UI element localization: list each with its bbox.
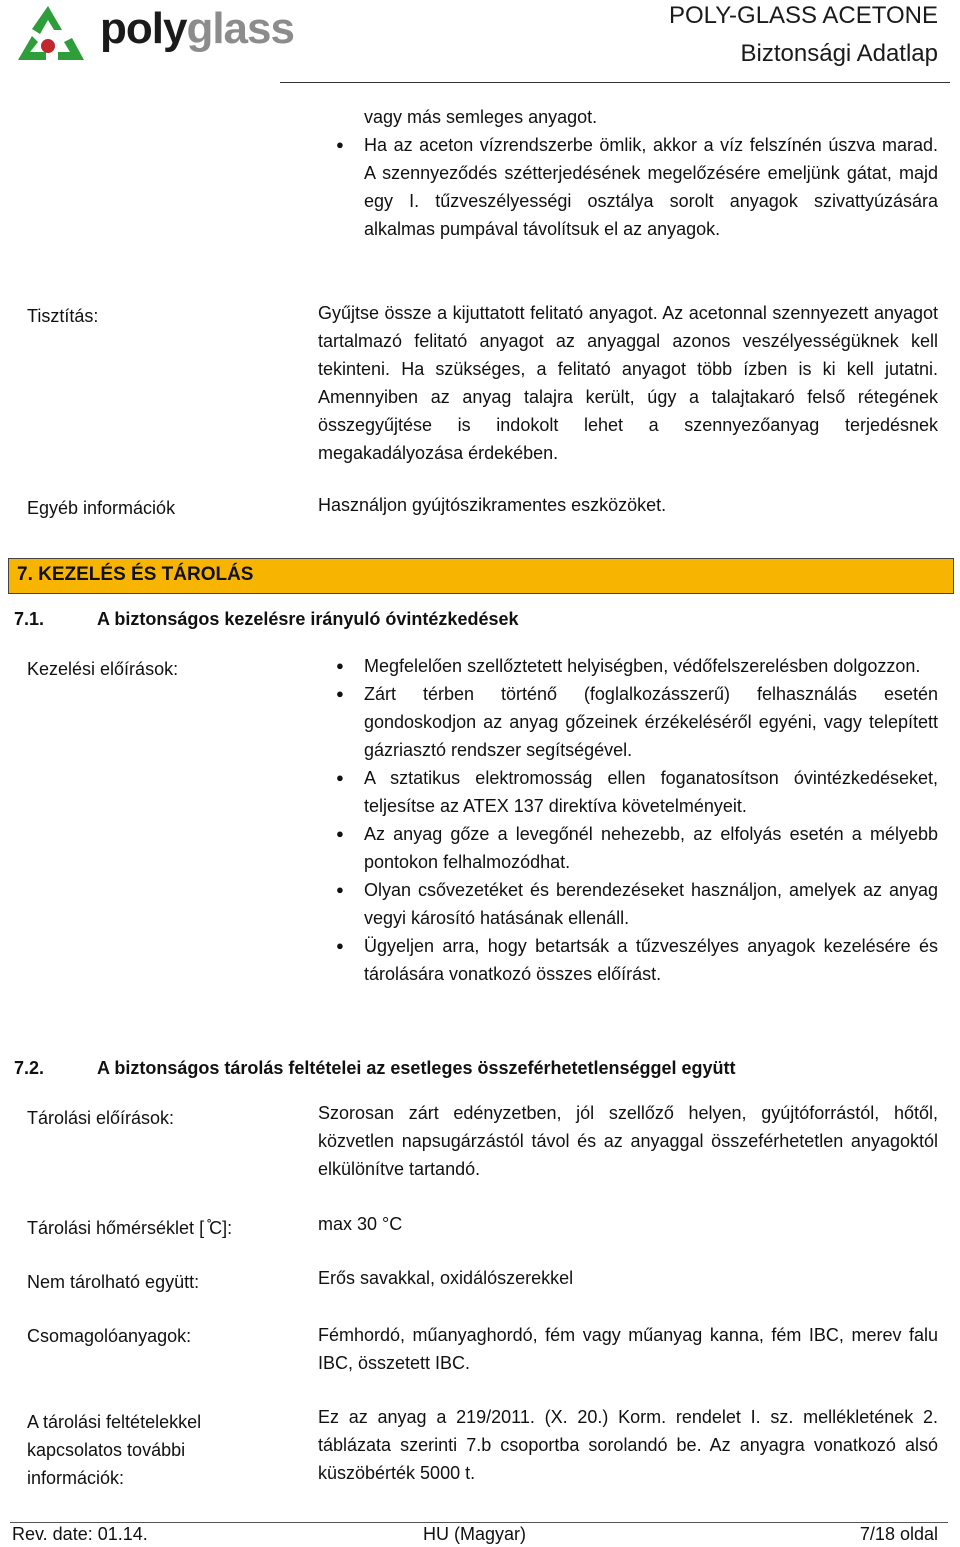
storage-temp-label: Tárolási hőmérséklet [ ̊C]: <box>27 1218 233 1238</box>
extra-info-label-line-3: információk: <box>27 1468 125 1488</box>
list-item: ● Ha az aceton vízrendszerbe ömlik, akkor a víz felszínén úszva marad. A szennyeződés szétterjedésének megelőzésére emeljünk gátat, majd egy I. tűzveszélyességi osztálya sorolt anyagok szivattyúzására alkalmas pumpával távolítsuk el az anyagok. <box>318 131 938 243</box>
revision-date: Rev. date: 01.14. <box>12 1524 148 1544</box>
logo-word-glass: glass <box>186 4 294 53</box>
logo-word-poly: poly <box>100 4 187 53</box>
footer-divider <box>10 1522 948 1523</box>
handling-label: Kezelési előírások: <box>27 659 179 679</box>
company-logo <box>8 0 308 70</box>
list-item: ● Megfelelően szellőztetett helyiségben, védőfelszerelésben dolgozzon. <box>318 652 938 680</box>
packaging-label: Csomagolóanyagok: <box>27 1326 192 1346</box>
list-item: ● A sztatikus elektromosság ellen foganatosítson óvintézkedéseket, teljesítse az ATEX 137 direktíva követelményeit. <box>318 764 938 820</box>
list-item: ● Zárt térben történő (foglalkozásszerű) felhasználás esetén gondoskodjon az anyag gőzeinek érzékeléséről egyéni, vagy telepített gázriasztó rendszer segítségével. <box>318 680 938 764</box>
header-divider <box>280 82 950 83</box>
subsection-7-1-title: A biztonságos kezelésre irányuló óvintézkedések <box>97 609 519 629</box>
continued-text: vagy más semleges anyagot. <box>364 107 598 127</box>
incompatible-value: Erős savakkal, oxidálószerekkel <box>318 1268 574 1288</box>
language: HU (Magyar) <box>423 1524 527 1544</box>
document-title: POLY-GLASS ACETONE <box>668 2 938 29</box>
subsection-7-2-number: 7.2. <box>14 1058 45 1078</box>
subsection-7-2-title: A biztonságos tárolás feltételei az esetleges összeférhetetlenséggel együtt <box>97 1058 736 1078</box>
other-info-label: Egyéb információk <box>27 498 176 518</box>
list-item: ● Ügyeljen arra, hogy betartsák a tűzveszélyes anyagok kezelésére és tárolására vonatkozó összes előírást. <box>318 932 938 988</box>
section-7-title: 7. KEZELÉS ÉS TÁROLÁS <box>17 564 254 585</box>
packaging-value: Fémhordó, műanyaghordó, fém vagy műanyag kanna, fém IBC, merev falu IBC, összetett IBC. <box>318 1325 938 1373</box>
logo-wordmark <box>100 4 294 54</box>
storage-temp-value: max 30 °C <box>318 1214 403 1234</box>
list-item: ● Olyan csővezetéket és berendezéseket használjon, amelyek az anyag vegyi károsító hatásának ellenáll. <box>318 876 938 932</box>
storage-text: Szorosan zárt edényzetben, jól szellőző helyen, gyújtóforrástól, hőtől, közvetlen napsugárzástól távol és az anyaggal összeférhetetlen anyagoktól elkülönítve tartandó. <box>318 1103 938 1179</box>
cleanup-label: Tisztítás: <box>27 306 99 326</box>
subsection-7-1-number: 7.1. <box>14 609 45 629</box>
page-number: 7/18 oldal <box>859 1524 938 1544</box>
recycle-logo-icon <box>8 2 88 68</box>
extra-info-value: Ez az anyag a 219/2011. (X. 20.) Korm. rendelet I. sz. mellékletének 2. táblázata szerinti 7.b csoportba sorolandó be. Az anyagra vonatkozó alsó küszöbérték 5000 t. <box>318 1407 938 1483</box>
handling-bullet-list <box>318 652 938 988</box>
extra-info-label-line-1: A tárolási feltételekkel <box>27 1412 202 1432</box>
list-item: ● Az anyag gőze a levegőnél nehezebb, az elfolyás esetén a mélyebb pontokon felhalmozódhat. <box>318 820 938 876</box>
extra-info-label-line-2: kapcsolatos további <box>27 1440 186 1460</box>
section-7-header <box>8 558 954 594</box>
document-subtitle: Biztonsági Adatlap <box>740 40 938 67</box>
other-info-text: Használjon gyújtószikramentes eszközöket. <box>318 495 667 515</box>
incompatible-label: Nem tárolható együtt: <box>27 1272 200 1292</box>
cleanup-text: Gyűjtse össze a kijuttatott felitató anyagot. Az acetonnal szennyezett anyagot tartalmazó felitató anyagot az anyaggal azonos veszélyességüknek kell tekinteni. Ha szükséges, a felitató anyagot több ízben is ki kell jutatni. Amennyiben az anyag talajra került, úgy a talajtakaró felső rétegének összegyűjtése is indokolt lehet a szennyezőanyag terjedésnek megakadályozása érdekében. <box>318 303 938 463</box>
continued-bullet-list <box>318 131 938 243</box>
storage-label: Tárolási előírások: <box>27 1108 175 1128</box>
extra-info-label <box>27 1408 201 1492</box>
